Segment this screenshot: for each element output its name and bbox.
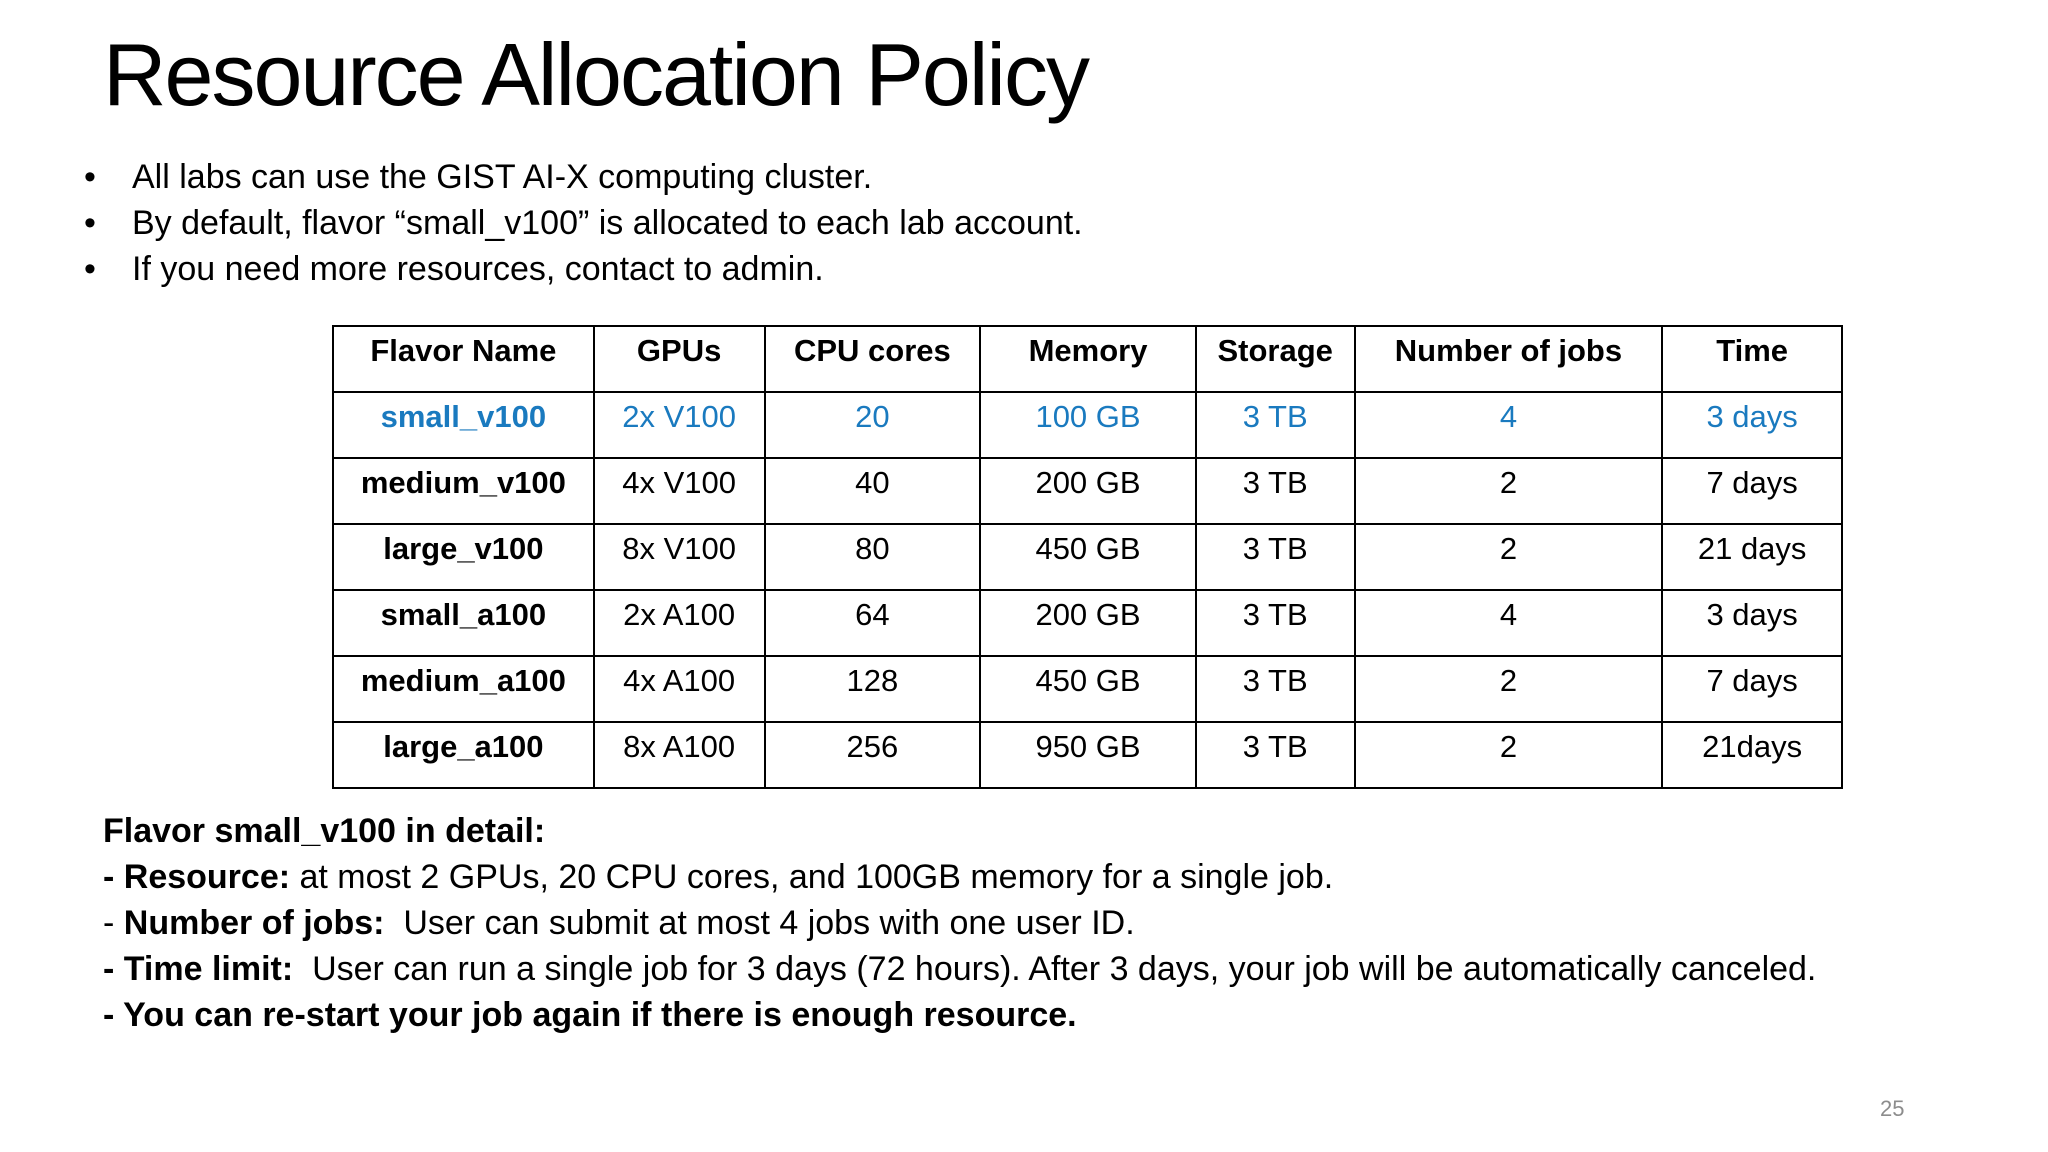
time-cell: 7 days <box>1662 656 1842 722</box>
detail-resource-label: - Resource: <box>103 858 291 896</box>
table-row <box>333 722 1842 788</box>
slide-title: Resource Allocation Policy <box>103 25 1088 124</box>
storage-cell: 3 TB <box>1196 524 1355 590</box>
bullet-dot: • <box>84 204 96 242</box>
cpu-cores-cell: 128 <box>765 656 981 722</box>
table-row <box>333 392 1842 458</box>
detail-jobs-label: Number of jobs: <box>123 904 385 942</box>
detail-restart-line: - You can re-start your job again if there is enough resource. <box>103 996 1077 1034</box>
gpus-cell: 8x V100 <box>594 524 765 590</box>
detail-jobs-line <box>103 900 1816 946</box>
detail-section <box>103 808 1816 1038</box>
bullet-text: All labs can use the GIST AI-X computing cluster. <box>132 158 873 196</box>
cpu-cores-cell: 256 <box>765 722 981 788</box>
table-row <box>333 590 1842 656</box>
jobs-cell: 2 <box>1355 656 1663 722</box>
detail-resource-text: at most 2 GPUs, 20 CPU cores, and 100GB memory for a single job. <box>290 858 1334 896</box>
flavor-name-cell: medium_a100 <box>333 656 594 722</box>
gpus-cell: 8x A100 <box>594 722 765 788</box>
storage-cell: 3 TB <box>1196 590 1355 656</box>
header-memory: Memory <box>980 326 1196 392</box>
header-number-of-jobs: Number of jobs <box>1355 326 1663 392</box>
gpus-cell: 4x V100 <box>594 458 765 524</box>
jobs-cell: 2 <box>1355 458 1663 524</box>
flavor-table <box>332 325 1843 789</box>
memory-cell: 200 GB <box>980 458 1196 524</box>
flavor-name-cell: medium_v100 <box>333 458 594 524</box>
table-header-row <box>333 326 1842 392</box>
storage-cell: 3 TB <box>1196 722 1355 788</box>
jobs-cell: 2 <box>1355 524 1663 590</box>
bullet-text: By default, flavor “small_v100” is allocated to each lab account. <box>132 204 1083 242</box>
detail-heading: Flavor small_v100 in detail: <box>103 812 546 850</box>
bullet-item <box>80 154 1083 200</box>
header-storage: Storage <box>1196 326 1355 392</box>
header-cpu-cores: CPU cores <box>765 326 981 392</box>
flavor-name-cell: large_v100 <box>333 524 594 590</box>
time-cell: 21 days <box>1662 524 1842 590</box>
table-row <box>333 524 1842 590</box>
jobs-cell: 4 <box>1355 590 1663 656</box>
page-number: 25 <box>1880 1096 1905 1121</box>
bullet-item <box>80 200 1083 246</box>
memory-cell: 950 GB <box>980 722 1196 788</box>
time-cell: 7 days <box>1662 458 1842 524</box>
flavor-name-cell: small_v100 <box>333 392 594 458</box>
gpus-cell: 4x A100 <box>594 656 765 722</box>
gpus-cell: 2x V100 <box>594 392 765 458</box>
gpus-cell: 2x A100 <box>594 590 765 656</box>
jobs-cell: 2 <box>1355 722 1663 788</box>
cpu-cores-cell: 64 <box>765 590 981 656</box>
time-cell: 3 days <box>1662 392 1842 458</box>
storage-cell: 3 TB <box>1196 656 1355 722</box>
bullet-list <box>80 154 1083 292</box>
time-cell: 21days <box>1662 722 1842 788</box>
bullet-item <box>80 246 1083 292</box>
cpu-cores-cell: 80 <box>765 524 981 590</box>
header-time: Time <box>1662 326 1842 392</box>
header-gpus: GPUs <box>594 326 765 392</box>
cpu-cores-cell: 20 <box>765 392 981 458</box>
bullet-dot: • <box>84 250 96 288</box>
table-row <box>333 656 1842 722</box>
storage-cell: 3 TB <box>1196 458 1355 524</box>
header-flavor-name: Flavor Name <box>333 326 594 392</box>
cpu-cores-cell: 40 <box>765 458 981 524</box>
memory-cell: 100 GB <box>980 392 1196 458</box>
flavor-name-cell: small_a100 <box>333 590 594 656</box>
storage-cell: 3 TB <box>1196 392 1355 458</box>
bullet-dot: • <box>84 158 96 196</box>
detail-time-label: - Time limit: <box>103 950 294 988</box>
memory-cell: 450 GB <box>980 656 1196 722</box>
bullet-text: If you need more resources, contact to admin. <box>132 250 824 288</box>
detail-jobs-prefix: - <box>103 904 124 942</box>
time-cell: 3 days <box>1662 590 1842 656</box>
memory-cell: 200 GB <box>980 590 1196 656</box>
flavor-name-cell: large_a100 <box>333 722 594 788</box>
detail-resource-line <box>103 854 1816 900</box>
detail-time-text: User can run a single job for 3 days (72 hours). After 3 days, your job will be automatically canceled. <box>293 950 1817 988</box>
jobs-cell: 4 <box>1355 392 1663 458</box>
memory-cell: 450 GB <box>980 524 1196 590</box>
detail-time-line <box>103 946 1816 992</box>
detail-jobs-text: User can submit at most 4 jobs with one user ID. <box>384 904 1135 942</box>
table-row <box>333 458 1842 524</box>
